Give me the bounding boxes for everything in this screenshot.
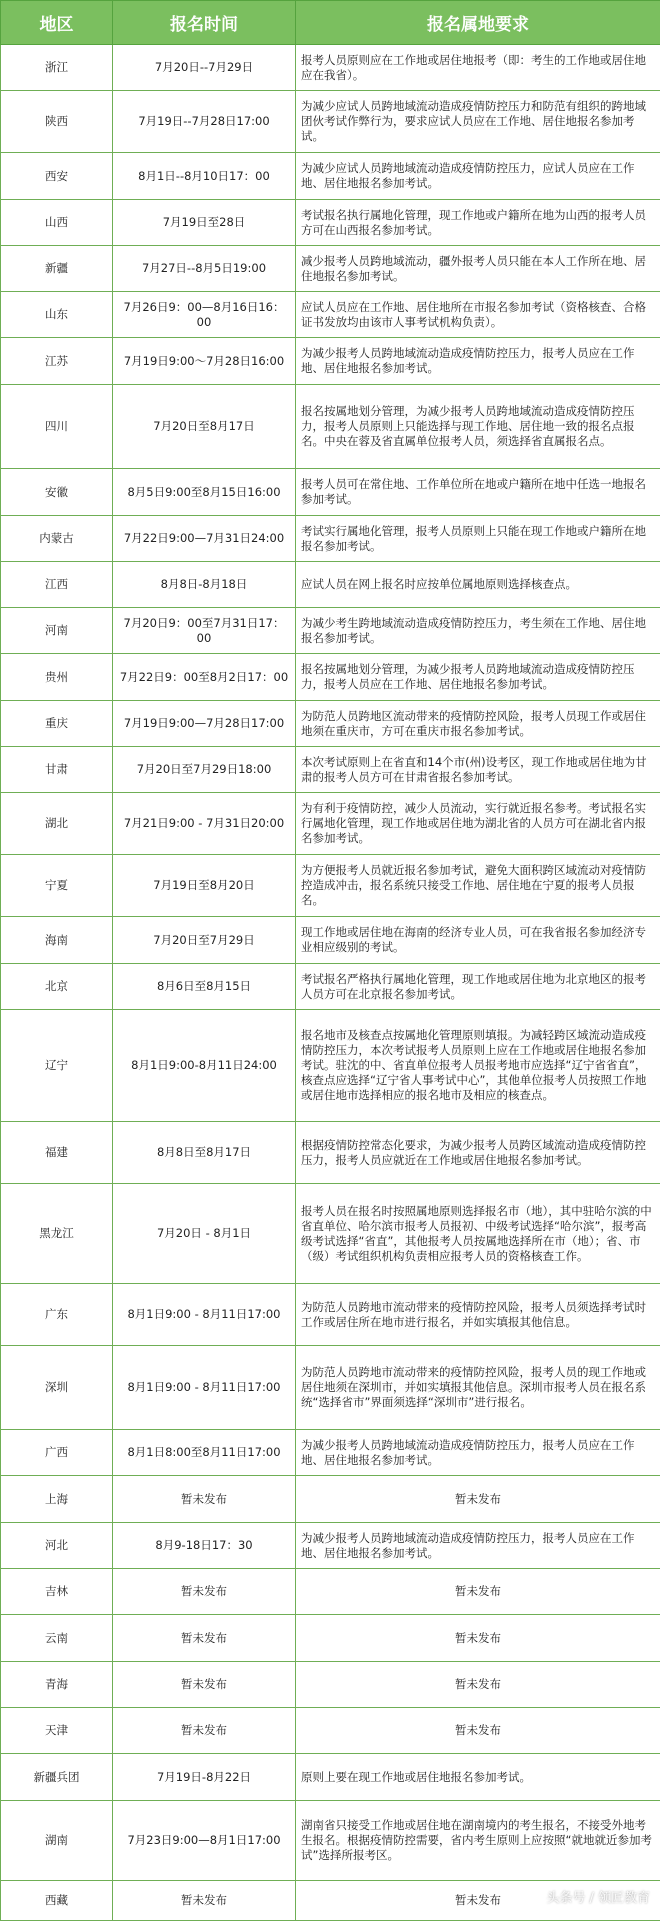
time-cell: 7月22日9:00—7月31日24:00 [113, 516, 296, 562]
region-cell: 江西 [1, 562, 113, 608]
time-cell: 7月19日至8月20日 [113, 855, 296, 917]
table-row [1, 855, 660, 917]
requirement-cell: 考试报名严格执行属地化管理，现工作地或居住地为北京地区的报考人员方可在北京报名参加考试。 [296, 964, 660, 1010]
region-cell: 海南 [1, 917, 113, 964]
time-cell: 8月1日8:00至8月11日17:00 [113, 1430, 296, 1476]
table-row [1, 1184, 660, 1284]
table-row [1, 917, 660, 964]
requirement-cell: 暂未发布 [296, 1615, 660, 1662]
table-row [1, 1476, 660, 1523]
table-row [1, 385, 660, 469]
table-row [1, 1662, 660, 1708]
table-row [1, 1284, 660, 1346]
region-cell: 新疆 [1, 246, 113, 292]
time-cell: 7月20日至7月29日18:00 [113, 747, 296, 793]
region-cell: 广东 [1, 1284, 113, 1346]
time-cell: 7月22日9：00至8月2日17：00 [113, 654, 296, 701]
time-cell: 7月19日--7月28日17:00 [113, 91, 296, 153]
requirement-cell: 暂未发布 [296, 1476, 660, 1523]
requirement-cell: 为防范人员跨地市流动带来的疫情防控风险，报考人员须选择考试时工作或居住所在地市进行报名，并如实填报其他信息。 [296, 1284, 660, 1346]
requirement-cell: 应试人员在网上报名时应按单位属地原则选择核查点。 [296, 562, 660, 608]
region-cell: 上海 [1, 1476, 113, 1523]
region-cell: 黑龙江 [1, 1184, 113, 1284]
table-row [1, 654, 660, 701]
time-cell: 暂未发布 [113, 1881, 296, 1921]
table-row [1, 153, 660, 200]
time-cell: 7月27日--8月5日19:00 [113, 246, 296, 292]
header-requirement: 报名属地要求 [296, 1, 660, 45]
table-row [1, 200, 660, 246]
table-row [1, 1122, 660, 1184]
table-row [1, 747, 660, 793]
requirement-cell: 为防范人员跨地市流动带来的疫情防控风险，报考人员的现工作地或居住地须在深圳市，并如实填报其他信息。深圳市报考人员在报名系统“选择省市”界面须选择“深圳市”进行报名。 [296, 1346, 660, 1430]
table-row [1, 1346, 660, 1430]
requirement-cell: 考试报名执行属地化管理，现工作地或户籍所在地为山西的报考人员方可在山西报名参加考试。 [296, 200, 660, 246]
region-cell: 辽宁 [1, 1010, 113, 1122]
region-cell: 河南 [1, 608, 113, 654]
time-cell: 7月20日--7月29日 [113, 45, 296, 91]
requirement-cell: 报考人员可在常住地、工作单位所在地或户籍所在地中任选一地报名参加考试。 [296, 469, 660, 516]
requirement-cell: 为方便报考人员就近报名参加考试，避免大面积跨区域流动对疫情防控造成冲击，报名系统只接受工作地、居住地在宁夏的报考人员报名。 [296, 855, 660, 917]
region-cell: 西藏 [1, 1881, 113, 1921]
region-cell: 陕西 [1, 91, 113, 153]
requirement-cell: 为减少考生跨地域流动造成疫情防控压力，考生须在工作地、居住地报名参加考试。 [296, 608, 660, 654]
time-cell: 暂未发布 [113, 1708, 296, 1754]
time-cell: 7月19日9:00—7月28日17:00 [113, 701, 296, 747]
time-cell: 暂未发布 [113, 1569, 296, 1615]
time-cell: 8月1日9:00 - 8月11日17:00 [113, 1284, 296, 1346]
region-cell: 吉林 [1, 1569, 113, 1615]
requirement-cell: 为减少报考人员跨地域流动造成疫情防控压力，报考人员应在工作地、居住地报名参加考试。 [296, 1523, 660, 1569]
region-cell: 重庆 [1, 701, 113, 747]
time-cell: 7月19日至28日 [113, 200, 296, 246]
requirement-cell: 暂未发布 [296, 1662, 660, 1708]
requirement-cell: 报名地市及核查点按属地化管理原则填报。为减轻跨区域流动造成疫情防控压力，本次考试报考人员原则上应在工作地或居住地报名参加考试。驻沈的中、省直单位报考人员报考地市应选择“辽宁省省直”，核查点应选择“辽宁省人事考试中心”，其他单位报考人员按照工作地或居住地市选择相应的报名地市及相应的核查点。 [296, 1010, 660, 1122]
time-cell: 8月8日-8月18日 [113, 562, 296, 608]
requirement-cell: 减少报考人员跨地域流动，疆外报考人员只能在本人工作所在地、居住地报名参加考试。 [296, 246, 660, 292]
time-cell: 8月1日9:00 - 8月11日17:00 [113, 1346, 296, 1430]
region-cell: 浙江 [1, 45, 113, 91]
time-cell: 7月26日9：00—8月16日16：00 [113, 292, 296, 338]
requirement-cell: 原则上要在现工作地或居住地报名参加考试。 [296, 1754, 660, 1801]
requirement-cell: 本次考试原则上在省直和14个市(州)设考区，现工作地或居住地为甘肃的报考人员方可在甘肃省报名参加考试。 [296, 747, 660, 793]
region-cell: 宁夏 [1, 855, 113, 917]
table-row [1, 701, 660, 747]
requirement-cell: 为减少应试人员跨地域流动造成疫情防控压力，应试人员应在工作地、居住地报名参加考试。 [296, 153, 660, 200]
region-cell: 广西 [1, 1430, 113, 1476]
time-cell: 7月20日至7月29日 [113, 917, 296, 964]
time-cell: 7月20日至8月17日 [113, 385, 296, 469]
requirement-cell: 为减少报考人员跨地域流动造成疫情防控压力，报考人员应在工作地、居住地报名参加考试。 [296, 338, 660, 385]
region-cell: 安徽 [1, 469, 113, 516]
region-cell: 福建 [1, 1122, 113, 1184]
region-cell: 北京 [1, 964, 113, 1010]
table-row [1, 1523, 660, 1569]
table-row [1, 608, 660, 654]
requirement-cell: 报名按属地划分管理，为减少报考人员跨地域流动造成疫情防控压力，报考人员原则上只能选择与现工作地、居住地一致的报名点报名。中央在蓉及省直属单位报考人员，须选择省直属报名点。 [296, 385, 660, 469]
requirement-cell: 报考人员原则应在工作地或居住地报考（即：考生的工作地或居住地应在我省）。 [296, 45, 660, 91]
requirement-cell: 为有利于疫情防控，减少人员流动，实行就近报名参考。考试报名实行属地化管理，现工作地或居住地为湖北省的人员方可在湖北省内报名参加考试。 [296, 793, 660, 855]
region-cell: 深圳 [1, 1346, 113, 1430]
requirement-cell: 现工作地或居住地在海南的经济专业人员，可在我省报名参加经济专业相应级别的考试。 [296, 917, 660, 964]
requirement-cell: 为减少应试人员跨地域流动造成疫情防控压力和防范有组织的跨地域团伙考试作弊行为，要求应试人员应在工作地、居住地报名参加考试。 [296, 91, 660, 153]
header-region: 地区 [1, 1, 113, 45]
time-cell: 8月1日--8月10日17：00 [113, 153, 296, 200]
table-row [1, 246, 660, 292]
requirement-cell: 暂未发布 [296, 1708, 660, 1754]
table-row [1, 469, 660, 516]
region-cell: 西安 [1, 153, 113, 200]
table-row [1, 338, 660, 385]
requirement-cell: 为减少报考人员跨地域流动造成疫情防控压力，报考人员应在工作地、居住地报名参加考试。 [296, 1430, 660, 1476]
time-cell: 8月5日9:00至8月15日16:00 [113, 469, 296, 516]
requirement-cell: 暂未发布 [296, 1881, 660, 1921]
region-cell: 河北 [1, 1523, 113, 1569]
time-cell: 7月20日9：00至7月31日17：00 [113, 608, 296, 654]
requirement-cell: 湖南省只接受工作地或居住地在湖南境内的考生报名，不接受外地考生报名。根据疫情防控需要，省内考生原则上应按照“就地就近参加考试”选择所报考区。 [296, 1801, 660, 1881]
region-cell: 湖南 [1, 1801, 113, 1881]
table-row [1, 1430, 660, 1476]
table-row [1, 793, 660, 855]
time-cell: 暂未发布 [113, 1615, 296, 1662]
time-cell: 7月20日 - 8月1日 [113, 1184, 296, 1284]
region-cell: 云南 [1, 1615, 113, 1662]
table-row [1, 516, 660, 562]
requirement-cell: 为防范人员跨地区流动带来的疫情防控风险，报考人员现工作或居住地须在重庆市，方可在重庆市报名参加考试。 [296, 701, 660, 747]
time-cell: 7月23日9:00—8月1日17:00 [113, 1801, 296, 1881]
requirement-cell: 报名按属地划分管理，为减少报考人员跨地域流动造成疫情防控压力，报考人员应在工作地、居住地报名参加考试。 [296, 654, 660, 701]
requirement-cell: 应试人员应在工作地、居住地所在市报名参加考试（资格核查、合格证书发放均由该市人事考试机构负责）。 [296, 292, 660, 338]
region-cell: 天津 [1, 1708, 113, 1754]
time-cell: 8月8日至8月17日 [113, 1122, 296, 1184]
region-cell: 山东 [1, 292, 113, 338]
region-cell: 江苏 [1, 338, 113, 385]
table-row [1, 292, 660, 338]
region-cell: 青海 [1, 1662, 113, 1708]
table-row [1, 45, 660, 91]
time-cell: 8月6日至8月15日 [113, 964, 296, 1010]
time-cell: 7月19日-8月22日 [113, 1754, 296, 1801]
requirement-cell: 根据疫情防控常态化要求，为减少报考人员跨区域流动造成疫情防控压力，报考人员应就近在工作地或居住地报名参加考试。 [296, 1122, 660, 1184]
table-row [1, 964, 660, 1010]
time-cell: 7月19日9:00～7月28日16:00 [113, 338, 296, 385]
region-cell: 新疆兵团 [1, 1754, 113, 1801]
table-row [1, 1569, 660, 1615]
table-row [1, 1754, 660, 1801]
table-row [1, 1801, 660, 1881]
table-row [1, 1615, 660, 1662]
region-cell: 甘肃 [1, 747, 113, 793]
watermark: 头条号 / 领匠教育 [546, 1887, 650, 1906]
requirement-cell: 考试实行属地化管理，报考人员原则上只能在现工作地或户籍所在地报名参加考试。 [296, 516, 660, 562]
requirement-cell: 报考人员在报名时按照属地原则选择报名市（地），其中驻哈尔滨的中省直单位、哈尔滨市报考人员报初、中级考试选择“哈尔滨”，报考高级考试选择“省直”，其他报考人员按属地选择所在市（地）；省、市（级）考试组织机构负责相应报考人员的资格核查工作。 [296, 1184, 660, 1284]
time-cell: 8月1日9:00-8月11日24:00 [113, 1010, 296, 1122]
region-cell: 四川 [1, 385, 113, 469]
time-cell: 8月9-18日17：30 [113, 1523, 296, 1569]
region-cell: 贵州 [1, 654, 113, 701]
time-cell: 暂未发布 [113, 1662, 296, 1708]
table-header-row [1, 1, 660, 45]
table-row [1, 1708, 660, 1754]
time-cell: 暂未发布 [113, 1476, 296, 1523]
time-cell: 7月21日9:00 - 7月31日20:00 [113, 793, 296, 855]
region-cell: 山西 [1, 200, 113, 246]
table-row [1, 91, 660, 153]
requirement-cell: 暂未发布 [296, 1569, 660, 1615]
table-row [1, 562, 660, 608]
table-body [1, 45, 660, 1921]
table-row [1, 1010, 660, 1122]
region-cell: 湖北 [1, 793, 113, 855]
region-cell: 内蒙古 [1, 516, 113, 562]
header-time: 报名时间 [113, 1, 296, 45]
